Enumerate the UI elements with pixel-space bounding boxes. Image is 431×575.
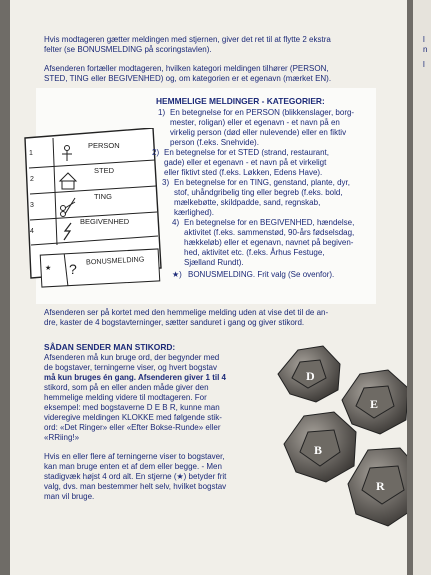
diagram-num-3: 3 xyxy=(30,202,34,209)
diagram-label-begivenhed: BEGIVENHED xyxy=(80,217,130,226)
diagram-num-4: 4 xyxy=(30,228,34,235)
adjacent-page-edge xyxy=(413,0,431,575)
category-item-ting: 3) En betegnelse for en TING, genstand, plante, dyr, stof, uhåndgribelig ting eller begreb (f.eks. bold, mælkebøtte, skildpadde, sand, regnskab, kærlighed). xyxy=(162,178,350,217)
diagram-label-bonus: BONUSMELDING xyxy=(85,254,145,267)
intro-line-1: Hvis modtageren gætter meldingen med stjernen, giver det ret til at flytte 2 ekstra xyxy=(44,35,331,44)
category-item-sted: 2) En betegnelse for et STED (strand, restaurant, gade) eller et egenavn - et navn på et virkeligt eller fiktivt sted (f.eks. Løkken, Edens Have). xyxy=(152,148,329,177)
intro-line-4: STED, TING eller BEGIVENHED) og, om kategorien er et egenavn (mærket EN). xyxy=(44,74,332,83)
category-item-begivenhed: 4) En betegnelse for en BEGIVENHED, hændelse, aktivitet (f.eks. sammenstød, 90-års fødselsdag, hækkeløb) eller et egenavn, navnet på begiven- hed, aktivitet etc. (f.eks. Århus Festuge, Sjælland Rundt). xyxy=(172,218,355,267)
rules-page xyxy=(10,0,407,575)
adjacent-char-2: n xyxy=(423,45,428,54)
die-e-letter: E xyxy=(370,397,379,411)
adjacent-char-3: l xyxy=(423,60,425,69)
diagram-num-1: 1 xyxy=(29,150,33,157)
diagram-label-person: PERSON xyxy=(88,141,120,150)
die-r-letter: R xyxy=(376,479,385,493)
adjacent-char-1: l xyxy=(423,35,425,44)
category-list xyxy=(152,108,370,280)
die-b-letter: B xyxy=(314,443,323,457)
diagram-num-2: 2 xyxy=(30,176,34,183)
middle-line-2: dre, kaster de 4 bogstavterninger, sætter sanduret i gang og giver stikord. xyxy=(44,318,305,327)
stikord-paragraph-1: Afsenderen må kun bruge ord, der begynder med de bogstaver, terningerne viser, og hvert bogstav må kun bruges én gang. Afsenderen giver 1 til 4 stikord, som på en eller anden måde giver den hemmelige melding videre til modtageren. For eksempel: med bogstaverne D E B R, kunne man videregive meldingen KLOKKE med følgende stik- ord: «Det Ringer» eller «Efter Bokse-Runde» eller «RRiing!» xyxy=(44,353,226,442)
category-item-bonus: ★) BONUSMELDING. Frit valg (Se ovenfor). xyxy=(172,270,335,279)
intro-line-3: Afsenderen fortæller modtageren, hvilken kategori meldingen tilhører (PERSON, xyxy=(44,64,329,73)
diagram-label-ting: TING xyxy=(94,192,112,201)
middle-line-1: Afsenderen ser på kortet med den hemmelige melding uden at vise det til de an- xyxy=(44,308,329,317)
die-d-letter: D xyxy=(306,369,315,383)
stikord-heading: SÅDAN SENDER MAN STIKORD: xyxy=(44,342,176,352)
intro-line-2: felter (se BONUSMELDING på scoringstavlen). xyxy=(44,45,212,54)
letter-dice-illustration xyxy=(268,344,407,544)
diagram-bonus-star: ★ xyxy=(45,265,52,272)
stikord-paragraph-2: Hvis en eller flere af terningerne viser to bogstaver, kan man bruge enten et af dem eller begge. - Men stadigvæk højst 4 ord alt. En stjerne (★) betyder frit valg, dvs. man bestemmer helt selv, hvilket bogstav man vil bruge. xyxy=(44,452,227,501)
categories-heading: HEMMELIGE MELDINGER - KATEGORIER: xyxy=(156,96,325,106)
category-item-person: 1) En betegnelse for en PERSON (blikkenslager, borg- mester, roligan) eller et egenavn - et navn på en virkelig person (død eller nulevende) eller en fiktiv person (f.eks. Snehvide). xyxy=(158,108,355,147)
diagram-label-sted: STED xyxy=(94,166,115,175)
question-mark-icon: ? xyxy=(69,261,77,277)
